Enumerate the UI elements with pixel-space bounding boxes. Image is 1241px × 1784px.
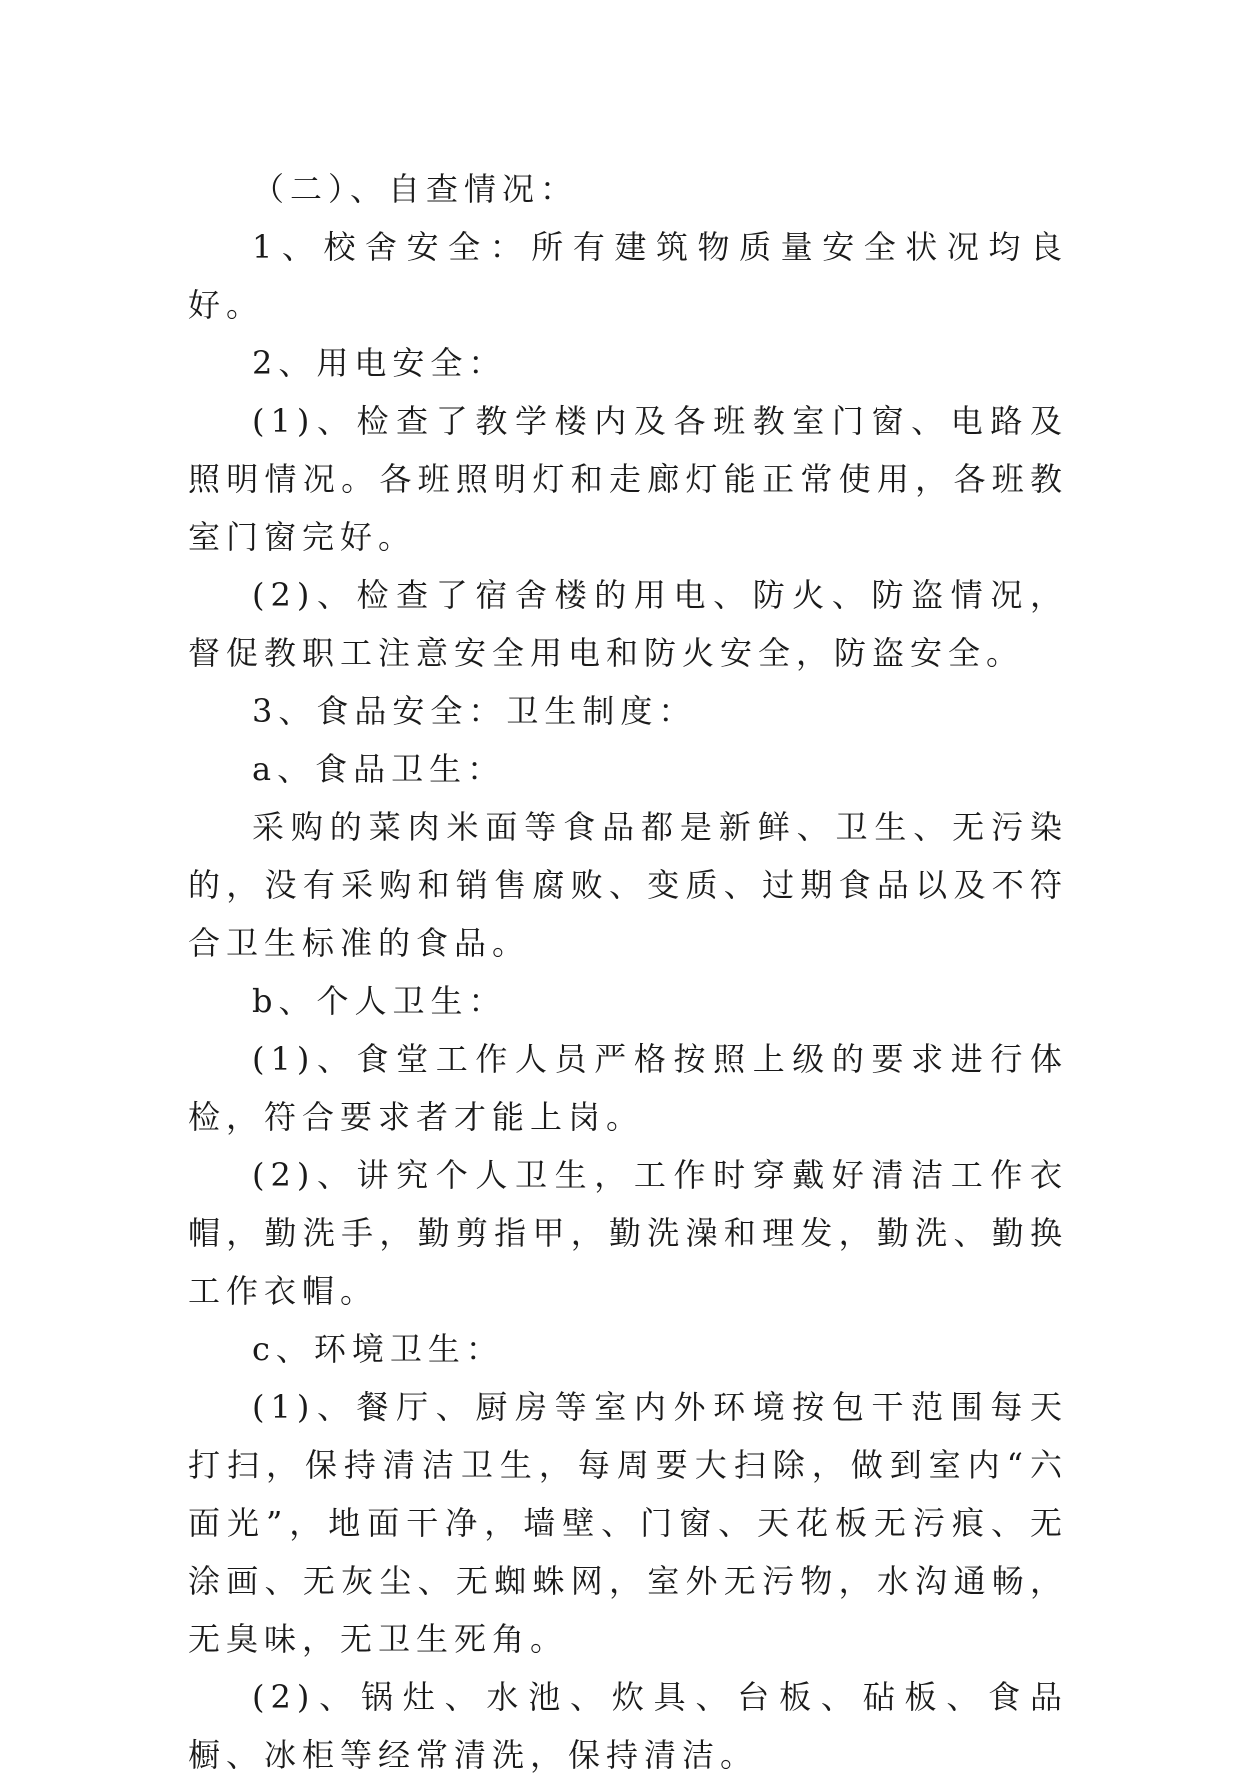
item-personal-cleanliness: (2)、讲究个人卫生，工作时穿戴好清洁工作衣帽，勤洗手，勤剪指甲，勤洗澡和理发，勤洗、勤换工作衣帽。: [188, 1156, 1068, 1310]
document-body: [188, 160, 1068, 1784]
item-building-safety: 1、校舍安全：所有建筑物质量安全状况均良好。: [188, 228, 1068, 324]
item-electrical-safety-heading: 2、用电安全：: [252, 344, 507, 382]
item-food-safety-heading: 3、食品安全：卫生制度：: [252, 692, 697, 730]
item-daily-cleaning: (1)、餐厅、厨房等室内外环境按包干范围每天打扫，保持清洁卫生，每周要大扫除，做到室内“六面光”，地面干净，墙壁、门窗、天花板无污痕、无涂画、无灰尘、无蜘蛛网，室外无污物，水沟通畅，无臭味，无卫生死角。: [188, 1388, 1068, 1658]
item-equipment-cleaning: (2)、锅灶、水池、炊具、台板、砧板、食品橱、冰柜等经常清洗，保持清洁。: [188, 1678, 1068, 1774]
subheading-personal-hygiene: b、个人卫生：: [252, 982, 507, 1020]
subheading-environmental-hygiene: c、环境卫生：: [252, 1330, 504, 1368]
paragraph-food-purchasing: 采购的菜肉米面等食品都是新鲜、卫生、无污染的，没有采购和销售腐败、变质、过期食品以及不符合卫生标准的食品。: [188, 808, 1068, 962]
subheading-food-hygiene: a、食品卫生：: [252, 750, 506, 788]
item-electrical-check-dormitory: (2)、检查了宿舍楼的用电、防火、防盗情况，督促教职工注意安全用电和防火安全，防盗安全。: [188, 576, 1068, 672]
item-staff-health-check: (1)、食堂工作人员严格按照上级的要求进行体检，符合要求者才能上岗。: [188, 1040, 1068, 1136]
item-electrical-check-classrooms: (1)、检查了教学楼内及各班教室门窗、电路及照明情况。各班照明灯和走廊灯能正常使用，各班教室门窗完好。: [188, 402, 1068, 556]
section-heading-self-check: （二）、自查情况：: [252, 170, 579, 208]
